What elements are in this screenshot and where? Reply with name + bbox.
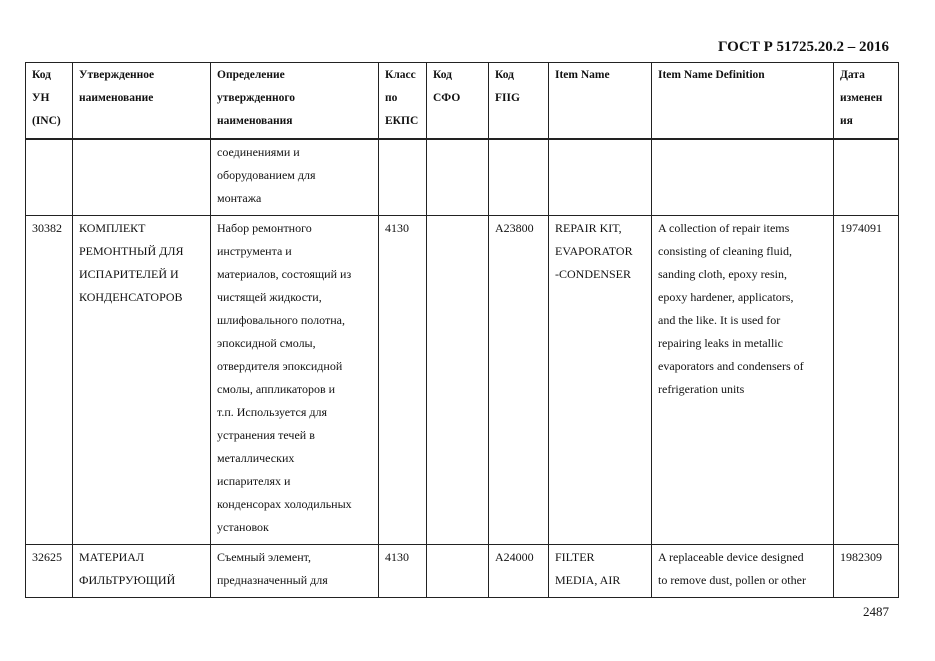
table-body [26, 139, 899, 598]
cell-definition-line: предназначенный для [217, 573, 328, 587]
cell-item-name-line: MEDIA, AIR [555, 573, 621, 587]
cell-ekps-class-line: 4130 [385, 550, 409, 564]
page-number: 2487 [863, 604, 889, 619]
cell-definition-line: инструмента и [217, 244, 292, 258]
header-inc-code-line: Код [32, 69, 52, 81]
cell-inc-code [26, 216, 73, 545]
cell-ekps-class [379, 139, 427, 216]
cell-item-name-definition [652, 216, 834, 545]
cell-definition-line: чистящей жидкости, [217, 290, 322, 304]
cell-change-date-line: 1982309 [840, 550, 882, 564]
cell-ekps-class-line: 4130 [385, 221, 409, 235]
cell-item-name-definition-line: to remove dust, pollen or other [658, 573, 806, 587]
cell-definition-line: смолы, аппликаторов и [217, 382, 336, 396]
cell-item-name-line: REPAIR KIT, [555, 221, 622, 235]
cell-change-date-line: 1974091 [840, 221, 882, 235]
header-change-date-line: Дата [840, 69, 865, 81]
cell-item-name-line: FILTER [555, 550, 595, 564]
header-ekps-class-line: Класс [385, 69, 416, 81]
table-row [26, 545, 899, 598]
cell-definition-line: испарителях и [217, 474, 291, 488]
cell-definition-line: эпоксидной смолы, [217, 336, 316, 350]
cell-sfo-code [427, 545, 489, 598]
cell-definition-line: шлифовального полотна, [217, 313, 345, 327]
cell-fiig-code [489, 545, 549, 598]
cell-definition-line: установок [217, 520, 269, 534]
cell-approved-name-line: КОНДЕНСАТОРОВ [79, 290, 183, 304]
cell-item-name [549, 216, 652, 545]
cell-inc-code [26, 545, 73, 598]
cell-fiig-code-line: A23800 [495, 221, 534, 235]
header-approved-name [73, 63, 211, 140]
cell-definition-line: Съемный элемент, [217, 550, 311, 564]
cell-definition-line: т.п. Используется для [217, 405, 327, 419]
cell-inc-code-line: 32625 [32, 550, 62, 564]
cell-approved-name-line: РЕМОНТНЫЙ ДЛЯ [79, 244, 184, 258]
cell-approved-name [73, 216, 211, 545]
header-change-date [834, 63, 899, 140]
cell-item-name-definition-line: sanding cloth, epoxy resin, [658, 267, 787, 281]
header-item-name [549, 63, 652, 140]
cell-fiig-code [489, 139, 549, 216]
table-row [26, 216, 899, 545]
cell-inc-code [26, 139, 73, 216]
header-change-date-line: ия [840, 115, 853, 127]
header-fiig-code [489, 63, 549, 140]
header-row [26, 63, 899, 140]
cell-item-name [549, 139, 652, 216]
cell-ekps-class [379, 545, 427, 598]
cell-definition-line: Набор ремонтного [217, 221, 312, 235]
cell-fiig-code [489, 216, 549, 545]
header-sfo-code [427, 63, 489, 140]
header-ekps-class-line: ЕКПС [385, 115, 419, 127]
header-approved-name-line: Утвержденное [79, 69, 155, 81]
header-inc-code [26, 63, 73, 140]
header-inc-code-line: УН [32, 92, 50, 104]
cell-item-name-definition-line: refrigeration units [658, 382, 745, 396]
cell-definition-line: металлических [217, 451, 295, 465]
cell-item-name [549, 545, 652, 598]
header-change-date-line: изменен [840, 92, 883, 104]
header-inc-code-line: (INC) [32, 115, 61, 127]
cell-definition [211, 139, 379, 216]
cell-definition-line: оборудованием для [217, 168, 316, 182]
header-definition-line: утвержденного [217, 92, 296, 104]
header-approved-name-line: наименование [79, 92, 154, 104]
table-header [26, 63, 899, 140]
cell-item-name-definition-line: and the like. It is used for [658, 313, 781, 327]
cell-definition-line: конденсорах холодильных [217, 497, 352, 511]
cell-item-name-definition-line: A collection of repair items [658, 221, 790, 235]
cell-item-name-line: EVAPORATOR [555, 244, 633, 258]
cell-change-date [834, 139, 899, 216]
cell-item-name-definition-line: repairing leaks in metallic [658, 336, 783, 350]
cell-approved-name-line: ИСПАРИТЕЛЕЙ И [79, 267, 179, 281]
cell-ekps-class [379, 216, 427, 545]
header-sfo-code-line: СФО [433, 92, 461, 104]
cell-definition-line: устранения течей в [217, 428, 315, 442]
table-row [26, 139, 899, 216]
cell-approved-name-line: ФИЛЬТРУЮЩИЙ [79, 573, 176, 587]
cell-item-name-definition-line: evaporators and condensers of [658, 359, 804, 373]
header-item-name-line: Item Name [555, 69, 610, 81]
document-standard-title: ГОСТ Р 51725.20.2 – 2016 [717, 39, 889, 55]
header-definition [211, 63, 379, 140]
cell-definition-line: монтажа [217, 191, 262, 205]
cell-definition-line: материалов, состоящий из [217, 267, 352, 281]
header-fiig-code-line: FIIG [495, 92, 520, 104]
nomenclature-table [25, 62, 899, 598]
cell-approved-name-line: МАТЕРИАЛ [79, 550, 145, 564]
header-definition-line: наименования [217, 115, 293, 127]
cell-approved-name [73, 545, 211, 598]
cell-item-name-definition-line: consisting of cleaning fluid, [658, 244, 792, 258]
cell-item-name-definition-line: A replaceable device designed [658, 550, 804, 564]
cell-definition-line: соединениями и [217, 145, 300, 159]
cell-approved-name [73, 139, 211, 216]
cell-sfo-code [427, 139, 489, 216]
cell-item-name-definition [652, 545, 834, 598]
cell-item-name-definition [652, 139, 834, 216]
header-ekps-class [379, 63, 427, 140]
cell-item-name-line: -CONDENSER [555, 267, 632, 281]
header-item-name-definition-line: Item Name Definition [658, 69, 765, 81]
cell-change-date [834, 216, 899, 545]
cell-definition [211, 545, 379, 598]
header-sfo-code-line: Код [433, 69, 453, 81]
cell-item-name-definition-line: epoxy hardener, applicators, [658, 290, 794, 304]
cell-inc-code-line: 30382 [32, 221, 62, 235]
cell-fiig-code-line: A24000 [495, 550, 534, 564]
header-item-name-definition [652, 63, 834, 140]
header-fiig-code-line: Код [495, 69, 515, 81]
cell-change-date [834, 545, 899, 598]
cell-definition-line: отвердителя эпоксидной [217, 359, 343, 373]
cell-definition [211, 216, 379, 545]
cell-approved-name-line: КОМПЛЕКТ [79, 221, 146, 235]
cell-sfo-code [427, 216, 489, 545]
header-ekps-class-line: по [385, 92, 398, 104]
header-definition-line: Определение [217, 69, 285, 81]
